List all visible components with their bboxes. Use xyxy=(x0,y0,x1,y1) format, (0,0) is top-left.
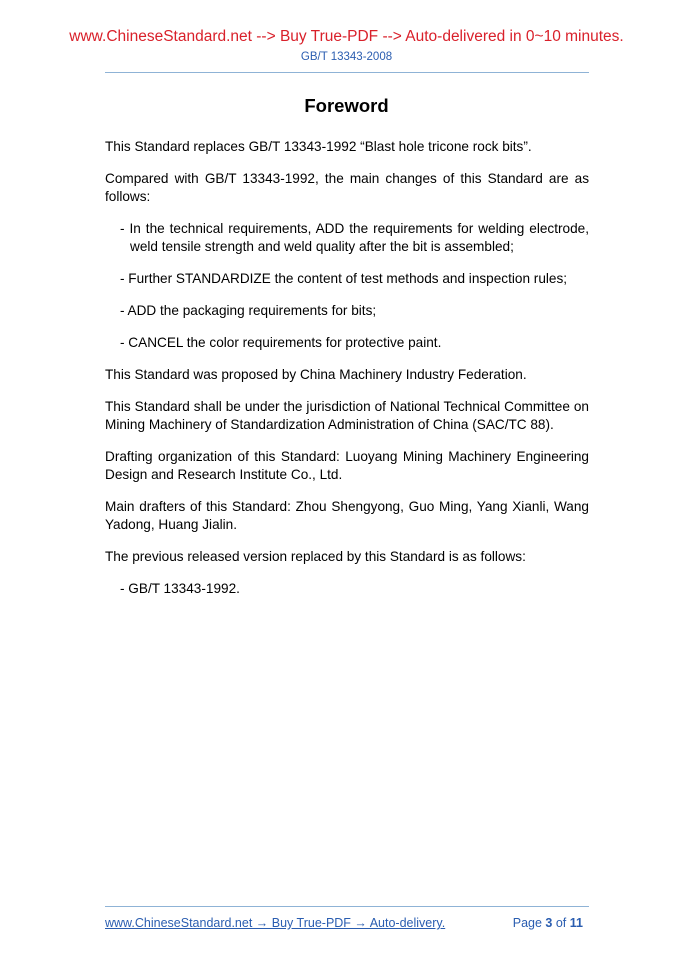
of-label: of xyxy=(555,916,567,930)
list-item-change: - CANCEL the color requirements for protective paint. xyxy=(120,335,442,350)
document-body xyxy=(105,138,589,612)
document-code: GB/T 13343-2008 xyxy=(300,51,393,63)
paragraph-main-drafters: Main drafters of this Standard: Zhou Shengyong, Guo Ming, Yang Xianli, Wang Yadong, Huang Jialin. xyxy=(105,499,589,532)
header-banner[interactable]: www.ChineseStandard.net --> Buy True-PDF --> Auto-delivered in 0~10 minutes. xyxy=(69,28,624,45)
paragraph-previous-version: The previous released version replaced by this Standard is as follows: xyxy=(105,549,526,564)
paragraph-drafting-organization: Drafting organization of this Standard: Luoyang Mining Machinery Engineering Design and Research Institute Co., Ltd. xyxy=(105,449,589,482)
paragraph-replaces: This Standard replaces GB/T 13343-1992 “Blast hole tricone rock bits”. xyxy=(105,139,532,154)
list-item-change: - Further STANDARDIZE the content of test methods and inspection rules; xyxy=(120,271,568,286)
header-divider xyxy=(105,72,589,73)
page-title: Foreword xyxy=(304,95,389,116)
list-item-change: - ADD the packaging requirements for bits; xyxy=(120,303,377,318)
paragraph-jurisdiction: This Standard shall be under the jurisdiction of National Technical Committee on Mining Machinery of Standardization Administration of China (SAC/TC 88). xyxy=(105,399,589,432)
list-item-previous-version: - GB/T 13343-1992. xyxy=(120,581,240,596)
paragraph-changes-intro: Compared with GB/T 13343-1992, the main changes of this Standard are as follows: xyxy=(105,171,589,204)
list-item-change: - In the technical requirements, ADD the requirements for welding electrode, weld tensile strength and weld quality after the bit is assembled; xyxy=(120,221,589,254)
footer-divider xyxy=(105,906,589,907)
paragraph-proposed-by: This Standard was proposed by China Machinery Industry Federation. xyxy=(105,367,527,382)
page-indicator xyxy=(513,916,583,931)
page-label: Page xyxy=(512,916,542,930)
page-number: 3 xyxy=(545,916,553,930)
page-total: 11 xyxy=(569,916,583,930)
footer-link[interactable]: www.ChineseStandard.net → Buy True-PDF → Auto-delivery. xyxy=(105,916,446,930)
